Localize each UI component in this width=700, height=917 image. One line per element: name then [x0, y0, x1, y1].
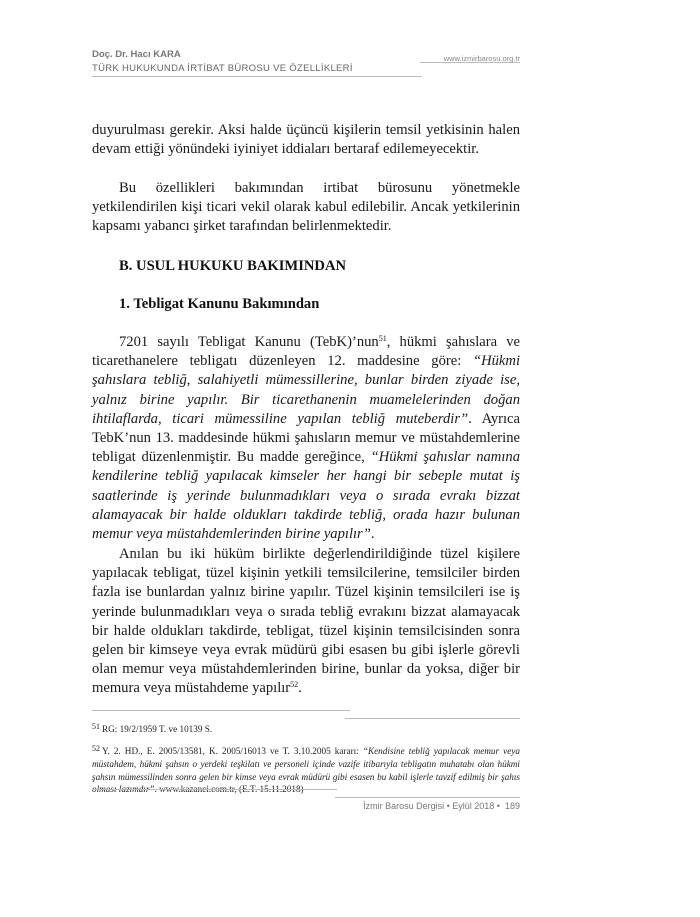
footnote-ref-52[interactable]: 52: [290, 680, 299, 690]
page-number: 189: [504, 801, 520, 811]
footnote-separator-right: [345, 718, 520, 719]
p3-text-d: . Ayrıca TebK’nun 13. maddesinde hükmi şahısların memur ve müstahdemlerine tebligat düzenlenmiştir. Bu madde gereğince,: [92, 410, 520, 466]
footer-rule-left: [92, 789, 337, 790]
paragraph-4: [92, 545, 520, 699]
footnote-ref-51[interactable]: 51: [378, 334, 387, 343]
footnote-51-text: RG: 19/2/1959 T. ve 10139 S.: [102, 724, 213, 734]
footer-journal-name: İzmir Barosu Dergisi • Eylül 2018 •: [363, 801, 500, 811]
p3-text-a: 7201 sayılı Tebligat Kanunu (TebK)’nun: [119, 334, 379, 350]
p3-text-b: , hükmi şahıslara ve ticarethanelere tebligatı düzenleyen 12. maddesine göre:: [92, 334, 521, 370]
section-heading-b: B. USUL HUKUKU BAKIMINDAN: [119, 258, 347, 274]
footer-journal: [363, 801, 520, 811]
p3-quote-1: “Hükmi şahıslara tebliğ, salahiyetli mümessillerine, bunlar birden ziyade ise, yalnız birine yapılır. Bir ticarethanenin muamelelerinden doğan ihtilaflarda, ticari mümessiline yapılan tebliğ muteberdir”: [92, 353, 520, 427]
footnote-52-source: . www.kazanci.com.tr, (E.T. 15.11.2018): [154, 784, 304, 795]
paragraph-1: duyurulması gerekir. Aksi halde üçüncü kişilerin temsil yetkisinin halen devam ettiği yönündeki iyiniyet iddiaları bertaraf edilemeyecektir.: [92, 122, 520, 158]
footnote-51: [92, 721, 520, 736]
header-running-title: TÜRK HUKUKUNDA İRTİBAT BÜROSU VE ÖZELLİKLERİ: [92, 63, 353, 74]
footnote-separator: [92, 710, 350, 711]
footnote-52-number: 52: [92, 744, 100, 753]
subsection-heading-1: 1. Tebligat Kanunu Bakımından: [119, 296, 320, 312]
header-author: Doç. Dr. Hacı KARA: [92, 49, 181, 60]
header-url: www.izmirbarosu.org.tr: [443, 54, 520, 63]
paragraph-3: [92, 333, 520, 544]
footnote-51-number: 51: [92, 722, 100, 731]
paragraph-2: Bu özellikleri bakımından irtibat bürosunu yönetmekle yetkilendirilen kişi ticari vekil olarak kabul edilebilir. Ancak yetkilerinin kapsamı yabancı şirket tarafından belirlenmektedir.: [92, 180, 520, 235]
p4-text-a: Anılan bu iki hüküm birlikte değerlendirildiğinde tüzel kişilere yapılacak tebligat, tüzel kişinin yetkili temsilcilerine, temsilciler birden fazla ise bunlardan yalnız birine yapılır. Tüzel kişinin temsilcileri ise iş yerinde bulunmadıkları veya o sırada tebliğ evrakını bizzat alamayacak bir halde oldukları takdirde, tebligat, tüzel kişinin temsilcisinden sonra gelen bir kimseye veya evrak müdürü gibi esasen bu gibi işlerle görevli olan memur veya müstahdemlerinden birine, bunlar da yoksa, diğer bir memura veya müstahdeme yapılır: [92, 546, 520, 697]
p3-quote-2: “Hükmi şahıslar namına kendilerine tebliğ yapılacak kimseler her hangi bir sebeple mutat iş saatlerinde iş yerinde bulunmadıkları veya o sırada evrakı bizzat alamayacak bir halde oldukları takdirde tebliğ, orada hazır bulunan memur veya müstahdemlerinden birine yapılır”: [92, 449, 520, 543]
header-rule: [92, 76, 422, 77]
p3-text-f: .: [370, 526, 375, 543]
p4-text-b: .: [298, 680, 302, 697]
footnote-52-citation: Y. 2. HD., E. 2005/13581, K. 2005/16013 ve T. 3.10.2005 kararı:: [102, 746, 363, 756]
footnote-52-quote: “Kendisine tebliğ yapılacak memur veya müstahdem, hükmi şahsın o yerdeki teşkilatı ve personeli içinde vazife itibarıyla tebligatın muhatabı olan hükmi şahsın mümessilinden sonra gelen bir kimse veya evrak müdürü gibi esasen bu kabil işlerle tavzif edilmiş bir şahıs olması lazımdır”: [92, 746, 521, 795]
footer-rule-right: [335, 797, 520, 798]
